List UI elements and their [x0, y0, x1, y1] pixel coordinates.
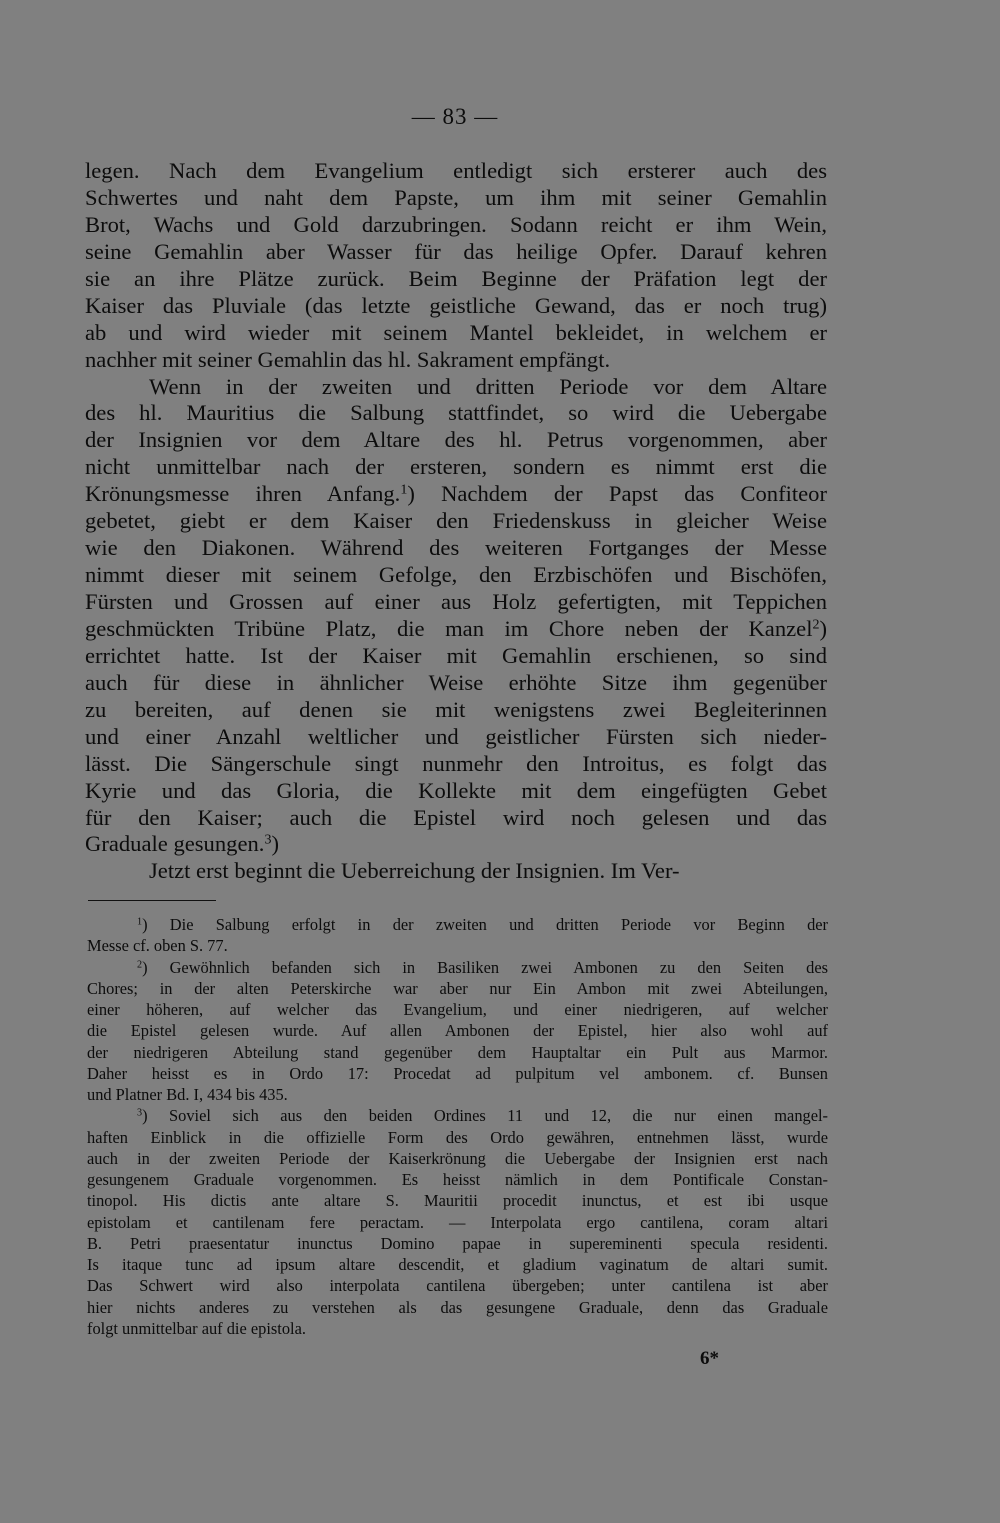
main-text — [85, 158, 827, 885]
text-fragment: geschmückten Tribüne Platz, die man im Chore neben der Kanzel — [85, 615, 813, 641]
text-fragment: ) Gewöhnlich befanden sich in Basiliken zwei Ambonen zu den Seiten des — [142, 957, 828, 977]
text-line: ab und wird wieder mit seinem Mantel bekleidet, in welchem er — [85, 319, 827, 345]
text-line: nicht unmittelbar nach der ersteren, sondern es nimmt erst die — [85, 454, 827, 480]
text-fragment: ) — [271, 831, 279, 857]
footnote-ref: 1 — [400, 482, 408, 498]
text-fragment: Graduale gesungen. — [85, 831, 265, 857]
text-line: errichtet hatte. Ist der Kaiser mit Gemahlin erschienen, so sind — [85, 642, 827, 668]
footnotes — [87, 914, 828, 1339]
text-line: wie den Diakonen. Während des weiteren Fortganges der Messe — [85, 535, 827, 561]
footnote-ref: 3 — [264, 832, 272, 848]
text-fragment: ) — [819, 615, 827, 641]
text-line: der Insignien vor dem Altare des hl. Petrus vorgenommen, aber — [85, 427, 827, 453]
text-line: seine Gemahlin aber Wasser für das heilige Opfer. Darauf kehren — [85, 238, 827, 264]
footnote-line: einer höheren, auf welcher das Evangelium, und einer niedrigeren, auf welcher — [87, 1000, 828, 1019]
text-fragment: ) Soviel sich aus den beiden Ordines 11 und 12, die nur einen mangel- — [142, 1106, 828, 1126]
footnote-line: Daher heisst es in Ordo 17: Procedat ad pulpitum vel ambonem. cf. Bunsen — [87, 1063, 828, 1083]
text-line: Brot, Wachs und Gold darzubringen. Sodann reicht er ihm Wein, — [85, 211, 827, 237]
footnote-line: haften Einblick in die offizielle Form des Ordo gewähren, entnehmen lässt, wurde — [87, 1127, 828, 1147]
text-line — [85, 481, 827, 508]
footnote-line: Chores; in der alten Peterskirche war aber nur Ein Ambon mit zwei Abteilungen, — [87, 978, 828, 998]
text-line: lässt. Die Sängerschule singt nunmehr den Introitus, es folgt das — [85, 750, 827, 776]
footnote-line: auch in der zweiten Periode der Kaiserkrönung die Uebergabe der Insignien erst nach — [87, 1148, 828, 1168]
text-line: für den Kaiser; auch die Epistel wird noch gelesen und das — [85, 804, 827, 830]
text-line: Schwertes und naht dem Papste, um ihm mit seiner Gemahlin — [85, 184, 827, 210]
text-line: und einer Anzahl weltlicher und geistlicher Fürsten sich nieder- — [85, 723, 827, 749]
text-line: Kyrie und das Gloria, die Kollekte mit dem eingefügten Gebet — [85, 777, 827, 803]
text-line: gebetet, giebt er dem Kaiser den Friedenskuss in gleicher Weise — [85, 508, 827, 534]
footnote-line: Messe cf. oben S. 77. — [87, 936, 228, 956]
footnote-line: die Epistel gelesen wurde. Auf allen Ambonen der Epistel, hier also wohl auf — [87, 1021, 828, 1041]
text-line: nachher mit seiner Gemahlin das hl. Sakrament empfängt. — [85, 346, 611, 372]
footnote-line: gesungenem Graduale vorgenommen. Es heisst nämlich in dem Pontificale Constan- — [87, 1170, 828, 1189]
footnote-mark: 1 — [137, 916, 143, 928]
footnote-line: Das Schwert wird also interpolata cantilena übergeben; unter cantilena ist aber — [87, 1276, 828, 1296]
text-line: Wenn in der zweiten und dritten Periode vor dem Altare — [149, 373, 827, 399]
text-line — [85, 616, 827, 643]
footnote-ref: 2 — [812, 617, 820, 633]
footnote-line: und Platner Bd. I, 434 bis 435. — [87, 1085, 288, 1104]
page-number: — 83 — — [411, 104, 499, 129]
footnote-line: der niedrigeren Abteilung stand gegenüber dem Hauptaltar ein Pult aus Marmor. — [87, 1042, 828, 1062]
text-line: zu bereiten, auf denen sie mit wenigstens zwei Begleiterinnen — [85, 696, 827, 722]
text-line: legen. Nach dem Evangelium entledigt sich ersterer auch des — [85, 158, 827, 183]
text-line: Kaiser das Pluviale (das letzte geistliche Gewand, das er noch trug) — [85, 292, 827, 318]
text-line: nimmt dieser mit seinem Gefolge, den Erzbischöfen und Bischöfen, — [85, 562, 827, 588]
footnote-line — [87, 914, 828, 935]
text-fragment: ) Die Salbung erfolgt in der zweiten und dritten Periode vor Beginn der — [142, 915, 828, 934]
footnote-line — [87, 957, 828, 978]
footnote-mark: 3 — [137, 1107, 143, 1119]
text-fragment: Krönungsmesse ihren Anfang. — [85, 481, 401, 507]
footnote-line: tinopol. His dictis ante altare S. Mauritii procedit inunctus, et est ibi usque — [87, 1191, 828, 1211]
footnote-line: epistolam et cantilenam fere peractam. — Interpolata ergo cantilena, coram altari — [87, 1212, 828, 1232]
footnote-divider — [88, 900, 216, 901]
footnote-line: Is itaque tunc ad ipsum altare descendit, et gladium vaginatum de altari sumit. — [87, 1255, 828, 1274]
text-line — [85, 831, 827, 858]
footnote-mark: 2 — [137, 958, 143, 970]
footnote-line: folgt unmittelbar auf die epistola. — [87, 1318, 306, 1338]
text-line: sie an ihre Plätze zurück. Beim Beginne der Präfation legt der — [85, 265, 827, 291]
sheet-signature: 6* — [700, 1348, 719, 1369]
footnote-line: B. Petri praesentatur inunctus Domino papae in supereminenti specula residenti. — [87, 1233, 828, 1253]
footnote-line — [87, 1105, 828, 1126]
text-line: Jetzt erst beginnt die Ueberreichung der Insignien. Im Ver- — [149, 858, 680, 884]
text-line: auch für diese in ähnlicher Weise erhöhte Sitze ihm gegenüber — [85, 669, 827, 695]
footnote-line: hier nichts anderes zu verstehen als das gesungene Graduale, denn das Graduale — [87, 1297, 828, 1317]
text-fragment: ) Nachdem der Papst das Confiteor — [407, 481, 827, 507]
text-line: des hl. Mauritius die Salbung stattfindet, so wird die Uebergabe — [85, 400, 827, 426]
text-line: Fürsten und Grossen auf einer aus Holz gefertigten, mit Teppichen — [85, 589, 827, 614]
